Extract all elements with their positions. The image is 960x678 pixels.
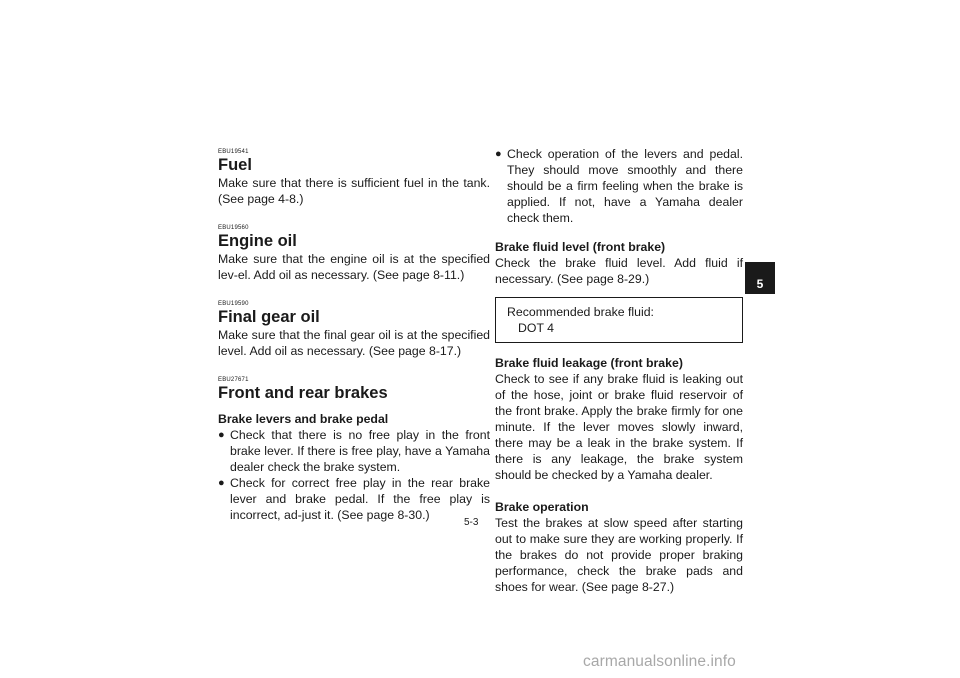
list-item-text: Check that there is no free play in the front brake lever. If there is free play, have a Yamaha dealer check the brake system. bbox=[230, 428, 490, 474]
section-code: EBU19560 bbox=[218, 225, 249, 231]
section-fuel bbox=[218, 148, 490, 207]
subheading: Brake fluid level (front brake) bbox=[495, 240, 666, 254]
subheading: Brake operation bbox=[495, 500, 589, 514]
list-item bbox=[218, 475, 490, 523]
section-engine-oil bbox=[218, 224, 490, 283]
list-item-text: Check operation of the levers and pedal. They should move smoothly and there should be a firm feeling when the brake is applied. If not, have a Yamaha dealer check them. bbox=[507, 147, 743, 225]
section-body: Make sure that the engine oil is at the specified lev-el. Add oil as necessary. (See page 8-11.) bbox=[218, 252, 490, 282]
paragraph: Check the brake fluid level. Add fluid if necessary. (See page 8-29.) bbox=[495, 256, 743, 286]
list-item-text: Check for correct free play in the rear brake lever and brake pedal. If the free play is incorrect, ad-just it. (See page 8-30.) bbox=[230, 476, 490, 522]
section-body: Make sure that there is sufficient fuel in the tank. (See page 4-8.) bbox=[218, 176, 490, 206]
bullet-icon: ● bbox=[218, 477, 225, 489]
section-title: Engine oil bbox=[218, 232, 297, 250]
subheading: Brake levers and brake pedal bbox=[218, 412, 389, 426]
list-item bbox=[495, 146, 743, 226]
list-item bbox=[218, 427, 490, 475]
section-code: EBU19590 bbox=[218, 301, 249, 307]
subheading: Brake fluid leakage (front brake) bbox=[495, 356, 683, 370]
spec-value: DOT 4 bbox=[518, 321, 554, 335]
section-code: EBU27671 bbox=[218, 377, 249, 383]
section-title: Final gear oil bbox=[218, 308, 320, 326]
paragraph: Test the brakes at slow speed after starting out to make sure they are working properly. If the brakes do not provide proper braking performance, check the brake pads and shoes for wear. (See page 8-27.) bbox=[495, 516, 743, 594]
chapter-tab: 5 bbox=[745, 262, 775, 294]
paragraph: Check to see if any brake fluid is leaking out of the hose, joint or brake fluid reservoir of the front brake. Apply the brake firmly for one minute. If the lever moves slowly inward, there may be a leak in the brake system. If there is any leakage, the brake system should be checked by a Yamaha dealer. bbox=[495, 372, 743, 482]
page-number: 5-3 bbox=[464, 517, 479, 528]
section-brakes bbox=[218, 376, 490, 523]
spec-box bbox=[495, 297, 743, 343]
section-title: Front and rear brakes bbox=[218, 384, 388, 402]
bullet-icon: ● bbox=[495, 148, 502, 160]
watermark: carmanualsonline.info bbox=[583, 653, 736, 670]
spec-label: Recommended brake fluid: bbox=[507, 305, 654, 319]
section-code: EBU19541 bbox=[218, 149, 249, 155]
bullet-icon: ● bbox=[218, 429, 225, 441]
section-final-gear-oil bbox=[218, 300, 490, 359]
right-column bbox=[495, 146, 743, 595]
section-title: Fuel bbox=[218, 156, 252, 174]
section-body: Make sure that the final gear oil is at the specified level. Add oil as necessary. (See page 8-17.) bbox=[218, 328, 490, 358]
left-column bbox=[218, 148, 490, 540]
